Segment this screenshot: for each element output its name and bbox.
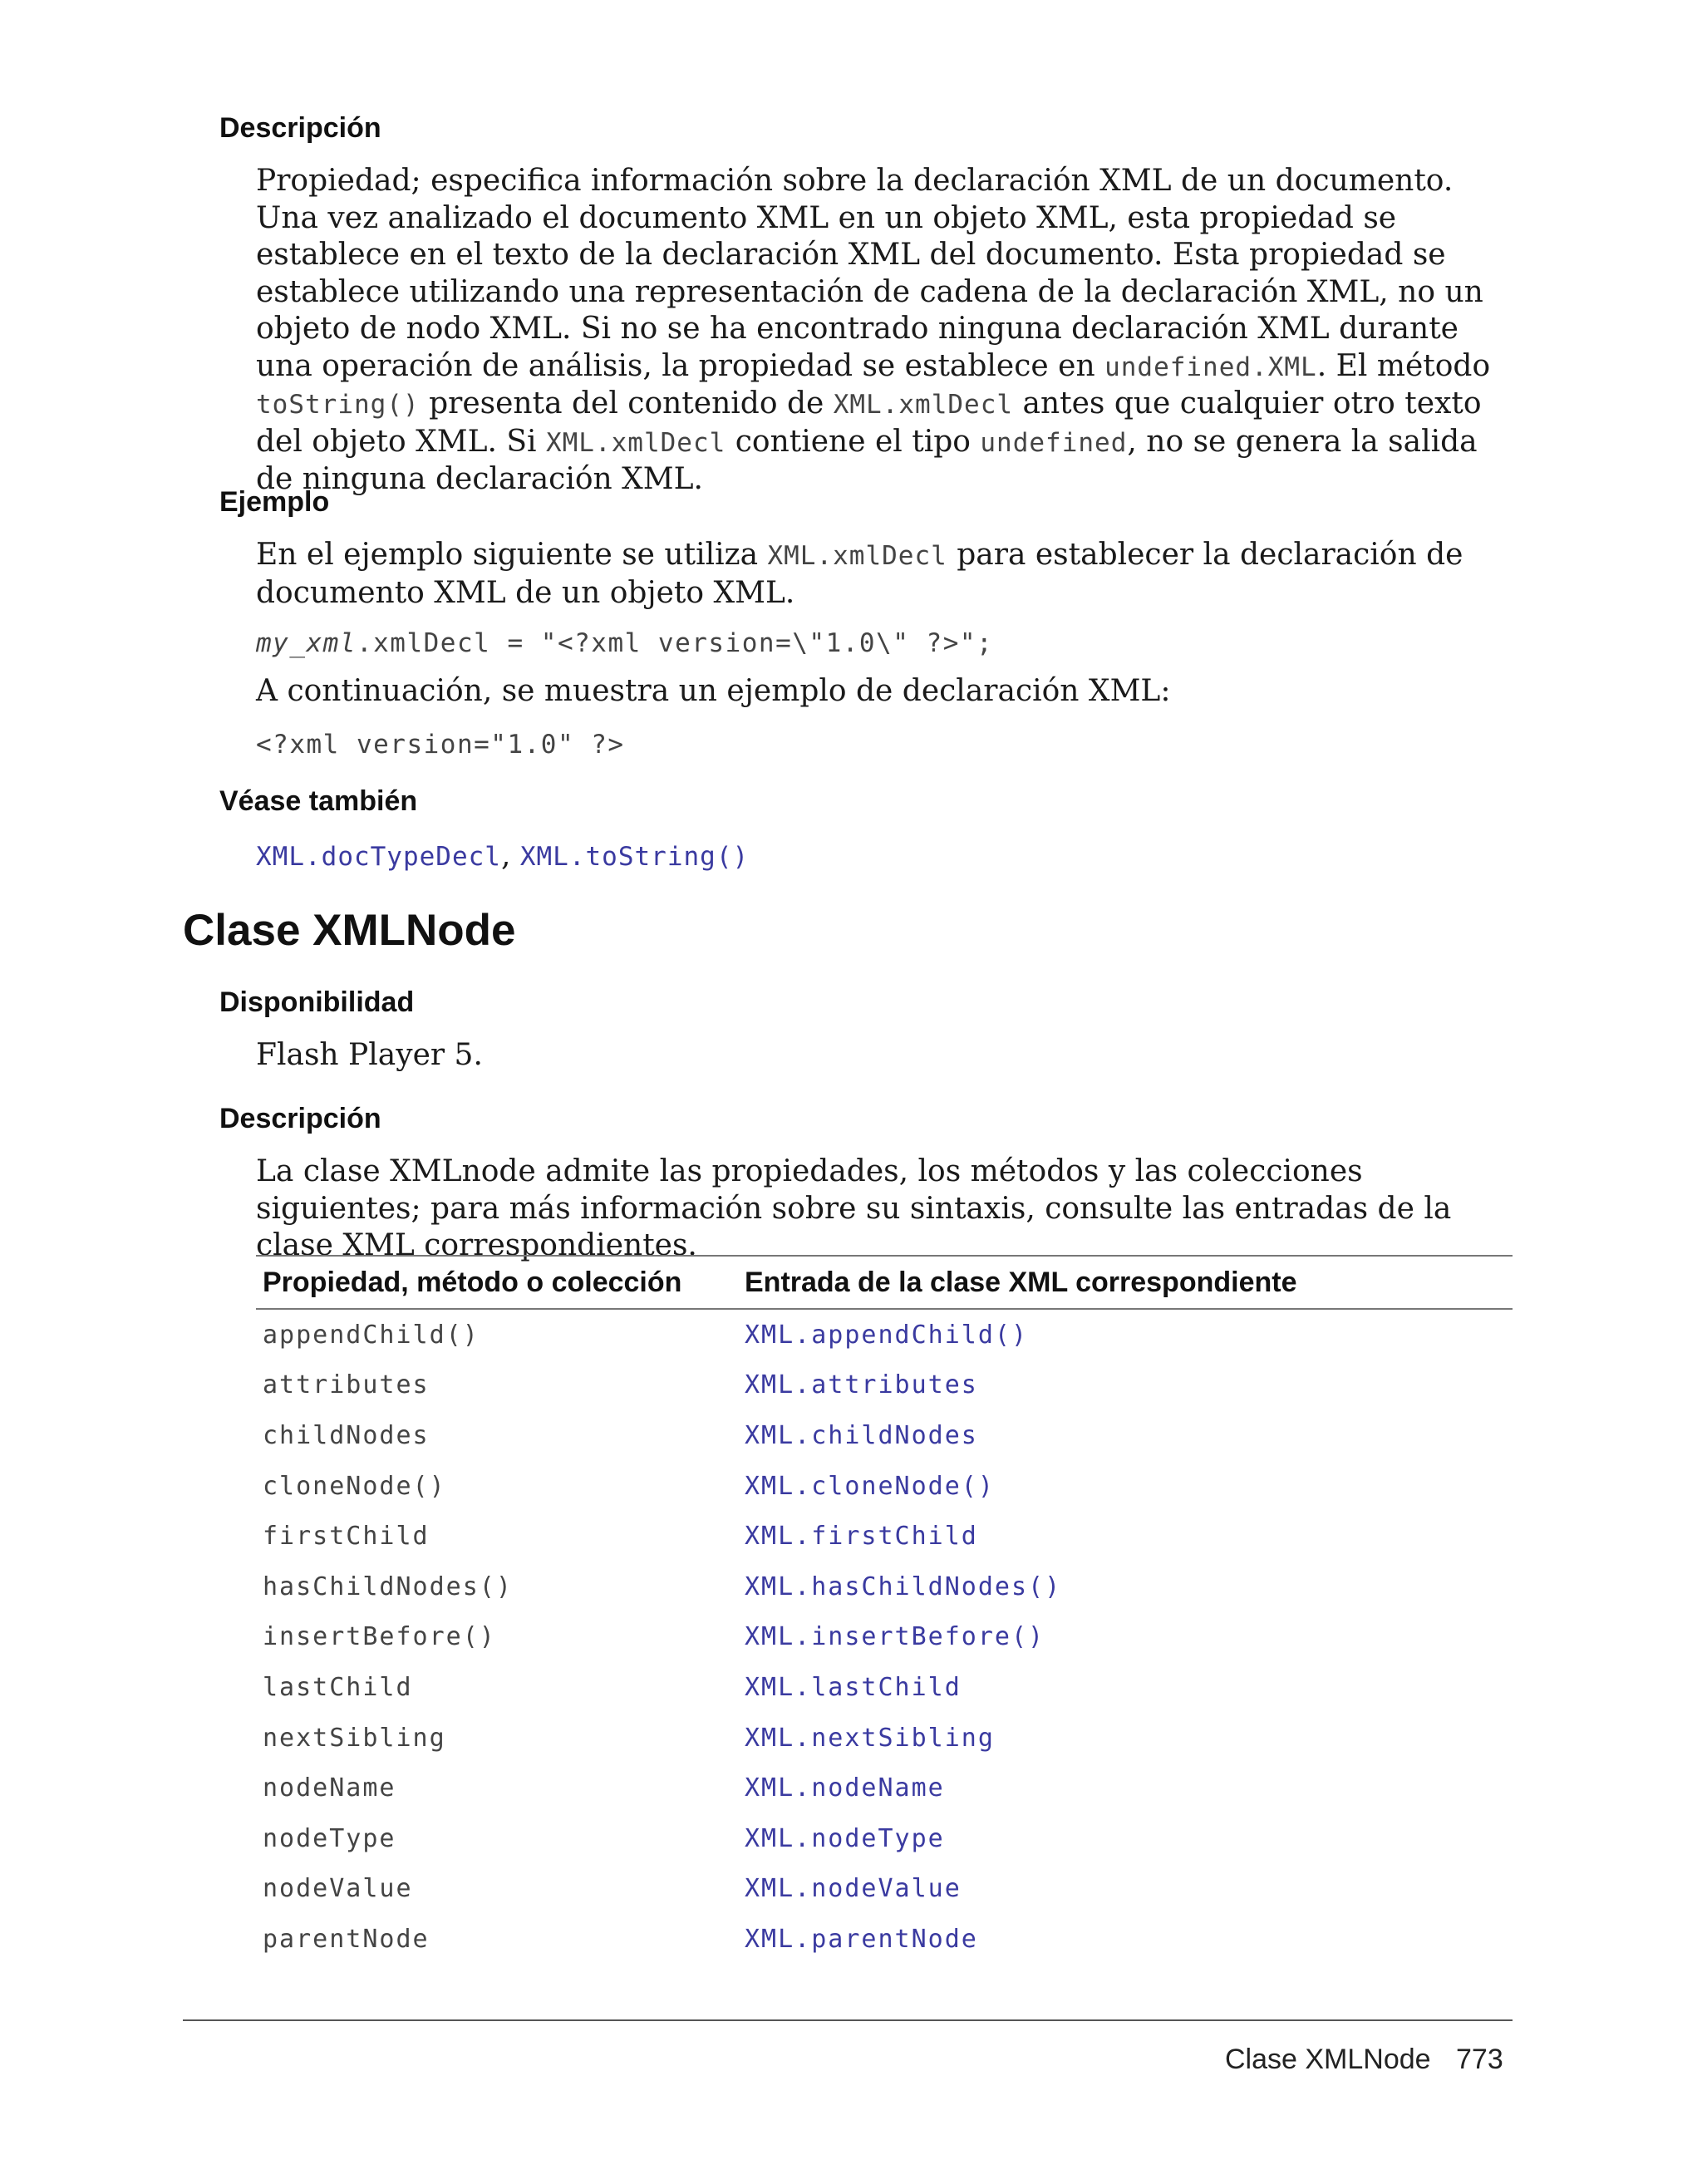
xmlnode-mapping-table [256,1255,1513,1965]
section-title: Clase XMLNode [183,906,516,955]
see-also-links: XML.docTypeDecl, XML.toString() [256,839,750,873]
column-header-property: Propiedad, método o colección [256,1256,738,1309]
entry-link[interactable]: XML.nodeValue [745,1874,962,1904]
description-heading: Descripción [219,112,381,144]
table-row [256,1511,1513,1562]
property-cell: insertBefore() [263,1622,496,1652]
table-row [256,1713,1513,1763]
availability-heading: Disponibilidad [219,986,415,1018]
entry-link[interactable]: XML.childNodes [745,1420,978,1450]
table-row [256,1410,1513,1461]
entry-link[interactable]: XML.appendChild() [745,1320,1029,1350]
table-row [256,1813,1513,1864]
property-cell: nextSibling [263,1723,446,1753]
entry-link[interactable]: XML.nodeName [745,1773,945,1803]
table-header-row [256,1256,1513,1309]
entry-link[interactable]: XML.lastChild [745,1672,962,1702]
property-cell: firstChild [263,1522,430,1552]
page-number: 773 [1456,2044,1503,2075]
availability-text: Flash Player 5. [256,1038,483,1072]
see-also-link-tostring[interactable]: XML.toString() [519,842,750,872]
code-tostring: toString() [256,390,420,420]
code-variable: my_xml [256,628,357,658]
entry-link[interactable]: XML.cloneNode() [745,1471,995,1501]
property-cell: nodeName [263,1773,396,1803]
example-paragraph: En el ejemplo siguiente se utiliza XML.xmlDecl para establecer la declaración de documento XML de un objeto XML. [256,538,1463,610]
column-header-entry: Entrada de la clase XML correspondiente [738,1256,1513,1309]
property-cell: cloneNode() [263,1471,446,1501]
property-cell: childNodes [263,1420,430,1450]
entry-link[interactable]: XML.firstChild [745,1522,978,1552]
description-heading-2: Descripción [219,1103,381,1134]
property-cell: lastChild [263,1672,413,1702]
entry-link[interactable]: XML.hasChildNodes() [745,1572,1062,1601]
table-row [256,1763,1513,1813]
table-row [256,1562,1513,1612]
property-cell: appendChild() [263,1320,480,1350]
table-row [256,1309,1513,1360]
property-cell: nodeType [263,1823,396,1853]
footer-section-name: Clase XMLNode [1225,2044,1431,2075]
table-row [256,1914,1513,1965]
footer-divider [183,2019,1513,2021]
property-cell: nodeValue [263,1874,413,1904]
property-cell: attributes [263,1370,430,1400]
code-example-line: my_xml.xmlDecl = "<?xml version=\"1.0\" ?>"; [256,628,994,658]
property-cell: hasChildNodes() [263,1572,513,1601]
example-paragraph-2: A continuación, se muestra un ejemplo de declaración XML: [256,674,1171,708]
entry-link[interactable]: XML.parentNode [745,1924,978,1954]
code-xmldecl: XML.xmlDecl [545,427,726,458]
entry-link[interactable]: XML.nextSibling [745,1723,995,1753]
see-also-heading: Véase también [219,785,418,817]
description-paragraph-2: La clase XMLnode admite las propiedades, los métodos y las colecciones siguientes; para más información sobre su sintaxis, consulte las entradas de la clase XML correspondientes. [256,1154,1452,1262]
code-xmldecl: XML.xmlDecl [833,390,1014,420]
entry-link[interactable]: XML.attributes [745,1370,978,1400]
table-row [256,1612,1513,1663]
table-row [256,1360,1513,1411]
entry-link[interactable]: XML.nodeType [745,1823,945,1853]
table-row [256,1461,1513,1512]
code-declaration-line: <?xml version="1.0" ?> [256,730,625,760]
code-xmldecl: XML.xmlDecl [767,541,947,571]
code-undefined: undefined [980,427,1128,458]
entry-link[interactable]: XML.insertBefore() [745,1622,1045,1652]
table-row [256,1662,1513,1713]
table-row [256,1864,1513,1915]
description-paragraph: Propiedad; especifica información sobre la declaración XML de un documento. Una vez analizado el documento XML en un objeto XML, esta propiedad se establece en el texto de la declaración XML del documento. Esta propiedad se establece utilizando una representación de cadena de la declaración XML, no un objeto de nodo XML. Si no se ha encontrado ninguna declaración XML durante una operación de análisis, la propiedad se establece en undefined.XML. El método toString() presenta del contenido de XML.xmlDecl antes que cualquier otro texto del objeto XML. Si XML.xmlDecl contiene el tipo undefined, no se genera la salida de ninguna declaración XML. [256,164,1491,496]
property-cell: parentNode [263,1924,430,1954]
example-heading: Ejemplo [219,486,330,518]
code-undefined-xml: undefined.XML [1104,352,1317,382]
see-also-link-doctypedecl[interactable]: XML.docTypeDecl [256,842,501,872]
